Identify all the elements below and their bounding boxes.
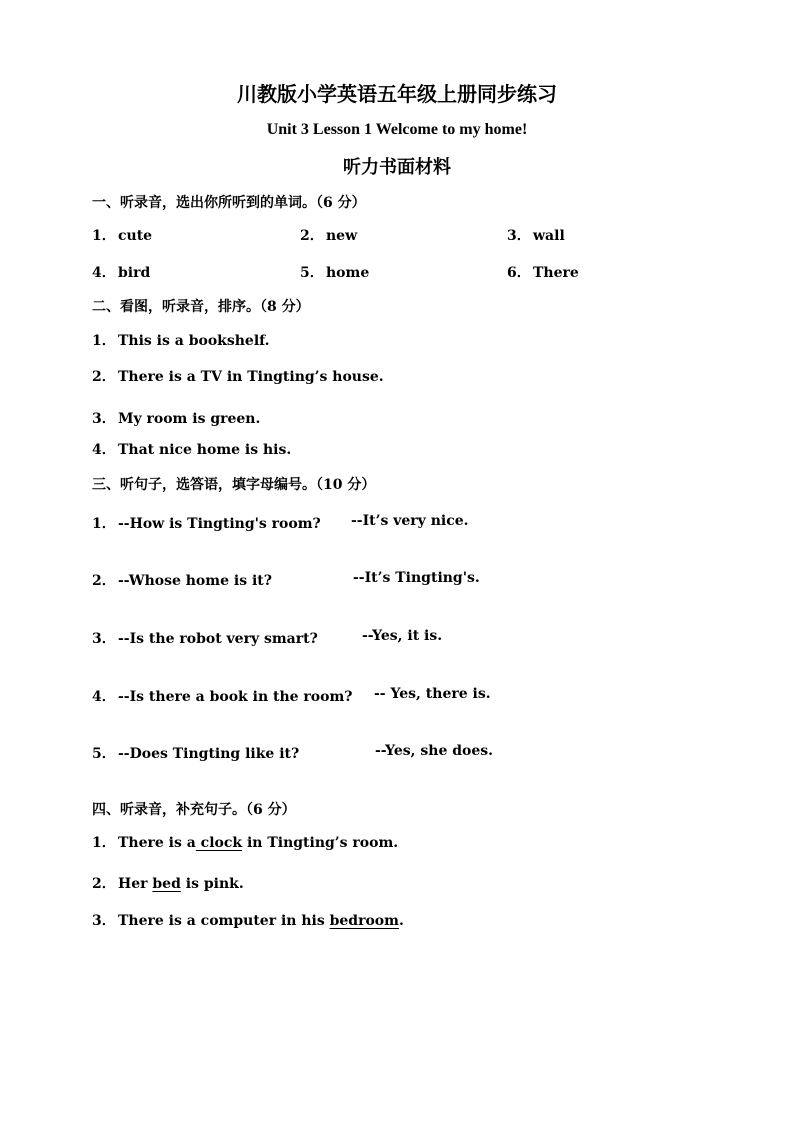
answer-blank: clock — [195, 835, 243, 851]
dialogue-question: 1． --How is Tingting's room? — [92, 516, 321, 532]
dialogue-answer: -- Yes, there is. — [374, 686, 491, 702]
dialogue-answer: --Yes, it is. — [362, 628, 443, 644]
word-item: 2． new — [300, 228, 358, 244]
page-title: 川教版小学英语五年级上册同步练习 — [237, 82, 557, 106]
section2-heading: 二、看图，听录音，排序。（8 分） — [92, 299, 310, 315]
sentence-item: 3． My room is green. — [92, 411, 261, 427]
sentence-item: 1． This is a bookshelf. — [92, 333, 270, 349]
sentence-item: 4． That nice home is his. — [92, 442, 292, 458]
dialogue-question: 3． --Is the robot very smart? — [92, 631, 318, 647]
section1-heading: 一、听录音，选出你所听到的单词。（6 分） — [92, 195, 366, 211]
word-item: 4． bird — [92, 265, 151, 281]
answer-blank: bedroom — [329, 913, 399, 929]
dialogue-question: 4． --Is there a book in the room? — [92, 689, 353, 705]
dialogue-answer: --It’s very nice. — [351, 513, 469, 529]
dialogue-question: 5． --Does Tingting like it? — [92, 746, 300, 762]
dialogue-answer: --Yes, she does. — [375, 743, 494, 759]
section3-heading: 三、听句子，选答语，填字母编号。（10 分） — [92, 477, 376, 493]
fill-sentence: 1． There is a clock in Tingting’s room. — [92, 835, 399, 851]
fill-sentence: 2． Her bed is pink. — [92, 876, 244, 892]
answer-blank: bed — [152, 876, 181, 892]
dialogue-answer: --It’s Tingting's. — [353, 570, 480, 586]
sentence-item: 2． There is a TV in Tingting’s house. — [92, 369, 384, 385]
dialogue-question: 2． --Whose home is it? — [92, 573, 272, 589]
fill-sentence: 3． There is a computer in his bedroom. — [92, 913, 404, 929]
word-item: 6． There — [507, 265, 579, 281]
word-item: 1． cute — [92, 228, 153, 244]
material-title: 听力书面材料 — [343, 157, 451, 178]
word-item: 5． home — [300, 265, 370, 281]
section4-heading: 四、听录音，补充句子。（6 分） — [92, 802, 296, 818]
unit-title: Unit 3 Lesson 1 Welcome to my home! — [266, 121, 528, 138]
word-item: 3． wall — [507, 228, 565, 244]
